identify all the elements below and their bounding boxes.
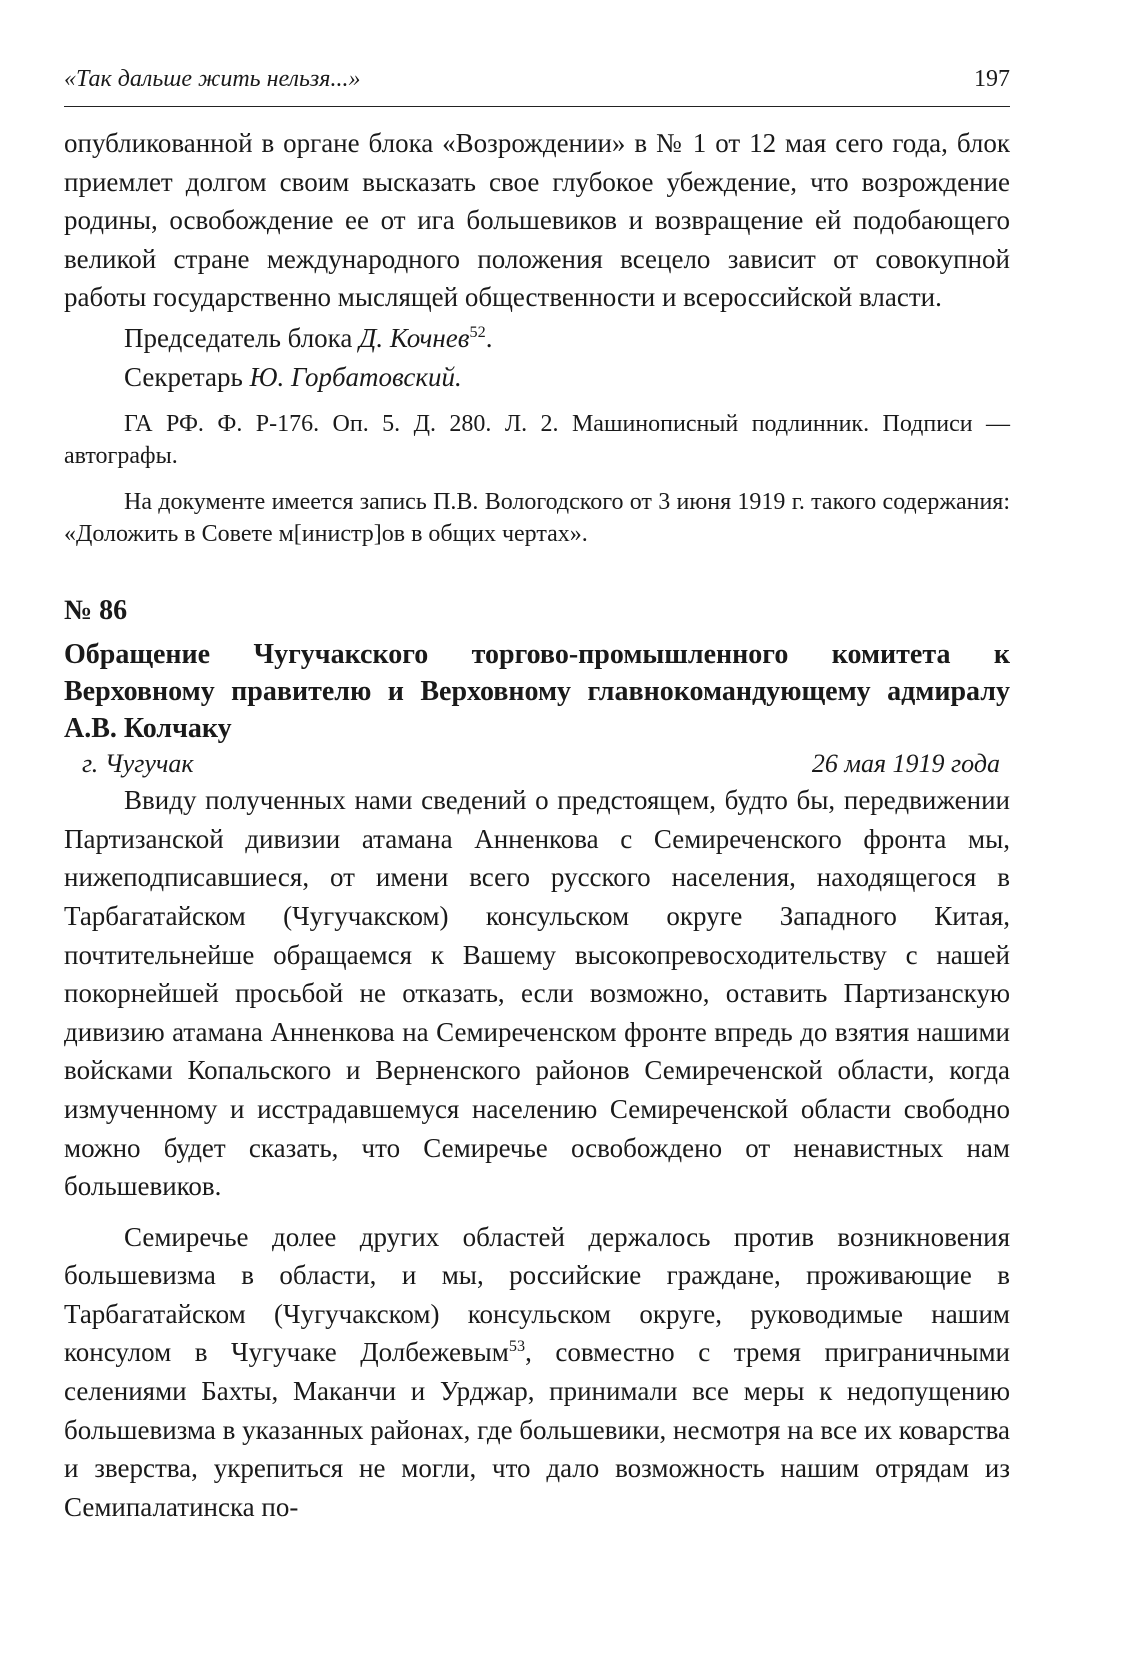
page-content xyxy=(64,124,1010,1526)
document-date: 26 мая 1919 года xyxy=(811,749,1000,779)
signature-name: Ю. Горбатовский. xyxy=(249,361,462,392)
paragraph-text: Семиречье долее других областей держалось против возникновения большевизма в области, и мы, российские граждане, проживающие в Тарбагатайском (Чугучакском) консульском округе, руководимые нашим консулом в Чугучаке Долбежевым xyxy=(64,1221,1010,1368)
document-paragraph-1: Ввиду полученных нами сведений о предстоящем, будто бы, передвижении Партизанской дивизии атамана Анненкова с Семиреченского фронта мы, нижеподписавшиеся, от имени всего русского населения, находящегося в Тарбагатайском (Чугучакском) консульском округе Западного Китая, почтительнейше обращаемся к Вашему высокопревосходительству с нашей покорнейшей просьбой не отказать, если возможно, оставить Партизанскую дивизию атамана Анненкова на Семиреченском фронте впредь до взятия нашими войсками Копальского и Верненского районов Семиреченской области, когда измученному и исстрадавшемуся населению Семиреченской области свободно можно будет сказать, что Семиречье освобождено от ненавистных нам большевиков. xyxy=(64,785,1010,1202)
signature-secretary xyxy=(64,358,1010,397)
page-number: 197 xyxy=(974,66,1010,92)
signature-name: Д. Кочнев xyxy=(359,322,470,353)
header-rule xyxy=(64,106,1010,107)
document-note: На документе имеется запись П.В. Вологодского от 3 июня 1919 г. такого содержания: «Доложить в Совете м[инистр]ов в общих чертах». xyxy=(64,489,1010,548)
intro-paragraph: опубликованной в органе блока «Возрождении» в № 1 от 12 мая сего года, блок приемлет долгом своим высказать свое глубокое убеждение, что возрождение родины, освобождение ее от ига большевиков и возвращение ей подобающего великой стране международного положения всецело зависит от совокупной работы государственно мыслящей общественности и всероссийской власти. xyxy=(64,128,1010,313)
archive-note: ГА РФ. Ф. Р-176. Оп. 5. Д. 280. Л. 2. Машинописный подлинник. Подписи — автографы. xyxy=(64,411,1010,470)
signature-role: Председатель блока xyxy=(124,322,353,353)
running-header xyxy=(64,66,1010,93)
running-title: «Так дальше жить нельзя...» xyxy=(64,66,361,92)
footnote-ref: 52 xyxy=(469,322,486,341)
document-paragraph-2 xyxy=(64,1218,1010,1527)
document-number: № 86 xyxy=(64,595,128,627)
paragraph-text: , совместно с тремя приграничными селениями Бахты, Маканчи и Урджар, принимали все меры к недопущению большевизма в указанных районах, где большевики, несмотря на все их коварства и зверства, укрепиться не могли, что дало возможность нашим отрядам из Семипалатинска по- xyxy=(64,1337,1011,1522)
document-title: Обращение Чугучакского торгово-промышленного комитета к Верховному правителю и Верховному главнокомандующему адмиралу А.В. Колчаку xyxy=(64,639,1010,745)
signature-role: Секретарь xyxy=(124,361,243,392)
document-dateline xyxy=(64,747,1010,781)
signature-chairman: Председатель блока Д. Кочнев$^{52}$. xyxy=(124,322,493,353)
document-place: г. Чугучак xyxy=(82,749,194,779)
footnote-ref: 53 xyxy=(508,1337,526,1356)
